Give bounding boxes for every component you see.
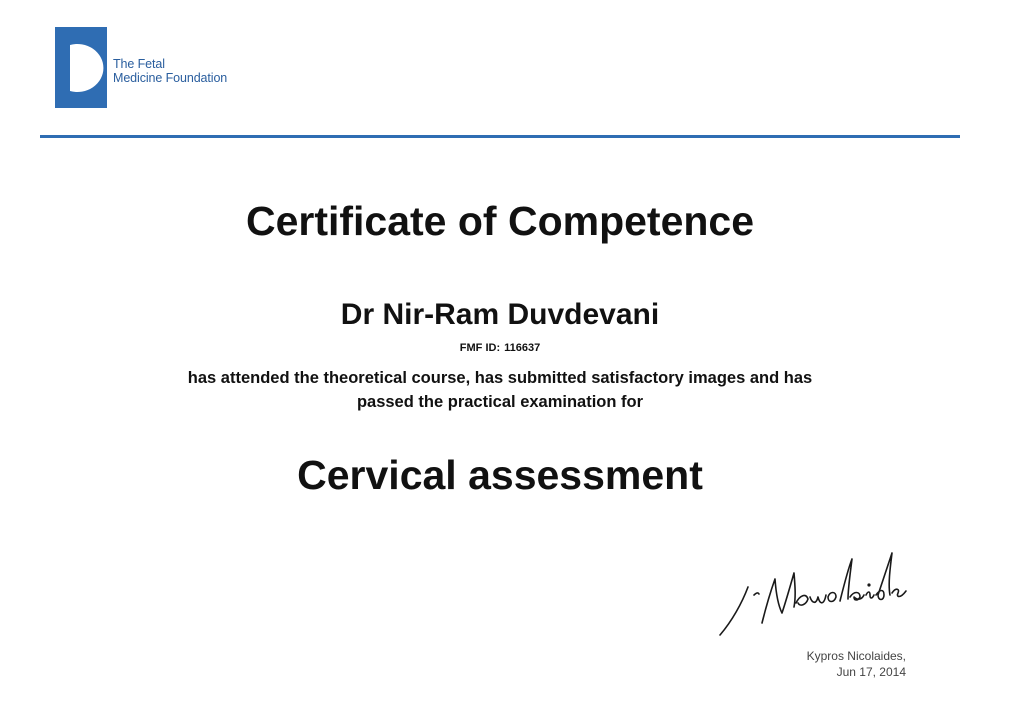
header-divider (40, 135, 960, 138)
fmf-logo-icon (55, 27, 107, 108)
statement-line-1: has attended the theoretical course, has submitted satisfactory images and has (187, 369, 813, 387)
foundation-name-line1: The Fetal (113, 57, 165, 71)
foundation-name (113, 57, 227, 85)
signature-icon (712, 545, 912, 640)
course-name: Cervical assessment (297, 452, 703, 498)
foundation-name-line2: Medicine Foundation (113, 71, 228, 85)
certificate-title: Certificate of Competence (245, 198, 755, 244)
certificate-statement (0, 366, 1000, 414)
foundation-logo (55, 27, 255, 109)
fmf-id-label: FMF ID: (459, 342, 501, 354)
certificate-date: Jun 17, 2014 (836, 665, 906, 679)
statement-line-2: passed the practical examination for (356, 393, 644, 411)
signatory-block (807, 648, 906, 680)
signatory-name: Kypros Nicolaides, (806, 649, 906, 663)
fmf-id (0, 341, 1000, 355)
fmf-id-value: 116637 (504, 342, 541, 354)
recipient-name: Dr Nir-Ram Duvdevani (340, 298, 660, 331)
